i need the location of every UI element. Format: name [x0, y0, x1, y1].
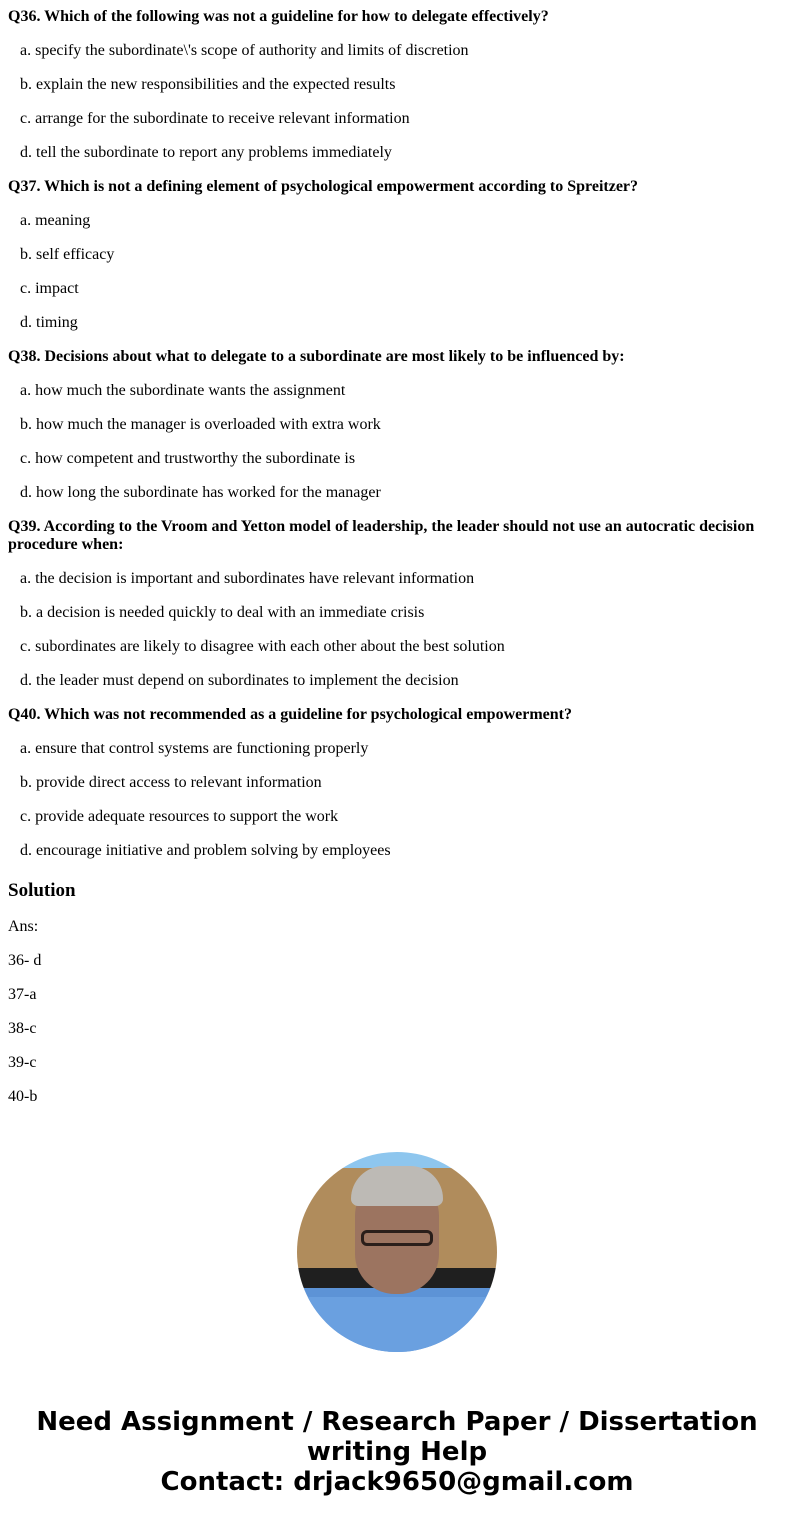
question-text: Q37. Which is not a defining element of psychological empowerment according to Spreitzer? — [8, 178, 639, 195]
answer-option: d. encourage initiative and problem solving by employees — [20, 842, 391, 859]
answer-key-item: 36- d — [8, 952, 42, 969]
author-photo — [297, 1152, 497, 1352]
answer-option: b. how much the manager is overloaded with extra work — [20, 416, 381, 433]
answer-key-item: 39-c — [8, 1054, 37, 1071]
question-list — [8, 8, 786, 860]
answer-option: d. the leader must depend on subordinates to implement the decision — [20, 672, 459, 689]
answer-option: c. subordinates are likely to disagree with each other about the best solution — [20, 638, 505, 655]
answer-option: d. how long the subordinate has worked for the manager — [20, 484, 381, 501]
question-text: Q38. Decisions about what to delegate to a subordinate are most likely to be influenced by: — [8, 348, 625, 365]
answer-option: a. specify the subordinate\'s scope of authority and limits of discretion — [20, 42, 469, 59]
answer-label: Ans: — [8, 918, 39, 935]
question-text: Q40. Which was not recommended as a guideline for psychological empowerment? — [8, 706, 572, 723]
answer-option: b. provide direct access to relevant information — [20, 774, 322, 791]
answer-option: b. a decision is needed quickly to deal with an immediate crisis — [20, 604, 425, 621]
answer-option: c. arrange for the subordinate to receive relevant information — [20, 110, 410, 127]
question-text: Q39. According to the Vroom and Yetton model of leadership, the leader should not use an autocratic decision procedure when: — [8, 518, 755, 553]
answer-option: a. how much the subordinate wants the assignment — [20, 382, 346, 399]
promo-banner — [8, 1407, 786, 1497]
answer-list — [8, 918, 786, 1106]
answer-option: a. meaning — [20, 212, 91, 229]
answer-option: b. self efficacy — [20, 246, 115, 263]
answer-key-item: 37-a — [8, 986, 37, 1003]
answer-option: c. impact — [20, 280, 79, 297]
answer-option: a. the decision is important and subordinates have relevant information — [20, 570, 475, 587]
question-text: Q36. Which of the following was not a guideline for how to delegate effectively? — [8, 8, 549, 25]
author-photo-container — [8, 1152, 786, 1357]
solution-heading: Solution — [8, 880, 76, 901]
promo-contact: Contact: drjack9650@gmail.com — [160, 1467, 634, 1497]
answer-key-item: 40-b — [8, 1088, 38, 1105]
answer-key-item: 38-c — [8, 1020, 37, 1037]
answer-option: b. explain the new responsibilities and the expected results — [20, 76, 396, 93]
answer-option: d. timing — [20, 314, 78, 331]
answer-option: c. provide adequate resources to support the work — [20, 808, 339, 825]
answer-option: a. ensure that control systems are functioning properly — [20, 740, 369, 757]
answer-option: c. how competent and trustworthy the subordinate is — [20, 450, 356, 467]
promo-headline: Need Assignment / Research Paper / Dissertation writing Help — [36, 1407, 758, 1467]
answer-option: d. tell the subordinate to report any problems immediately — [20, 144, 392, 161]
